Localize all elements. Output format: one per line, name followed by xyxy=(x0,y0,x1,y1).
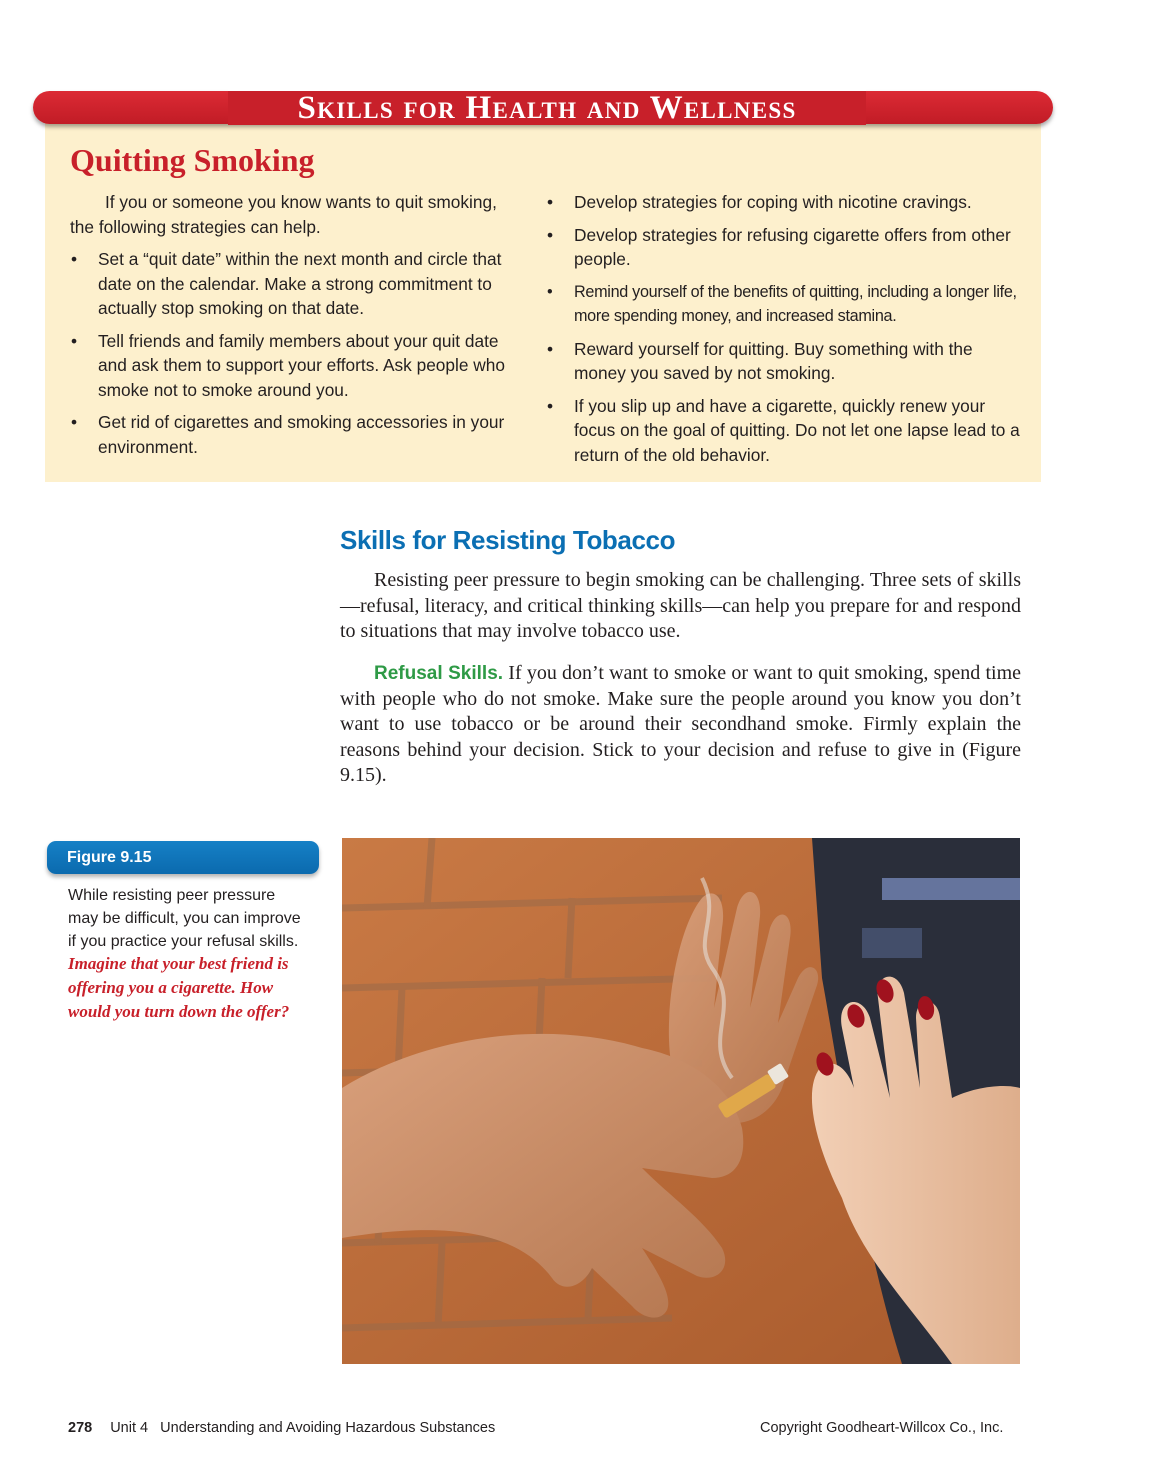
bullet-icon: • xyxy=(547,192,554,212)
list-item: • Get rid of cigarettes and smoking accessories in your environment. xyxy=(71,412,505,457)
caption-text: While resisting peer pressure may be difficult, you can improve if you practice your refusal skills. xyxy=(68,887,301,950)
list-item: • Develop strategies for coping with nicotine cravings. xyxy=(546,190,1026,215)
box-heading: Quitting Smoking xyxy=(70,142,315,178)
bullet-icon: • xyxy=(71,412,78,432)
page-number: 278 xyxy=(68,1420,93,1436)
bullet-icon: • xyxy=(547,395,554,416)
skills-banner-title: Skills for Health and Wellness xyxy=(228,89,866,125)
list-item: • Set a “quit date” within the next month and circle that date on the calendar. Make a strong commitment to actually stop smoking on that date. xyxy=(71,249,502,318)
list-item: • If you slip up and have a cigarette, quickly renew your focus on the goal of quitting. Do not let one lapse lead to a return of the old behavior. xyxy=(547,395,1020,465)
bullet-icon: • xyxy=(71,330,78,351)
list-item: • Remind yourself of the benefits of quitting, including a longer life, more spending money, and increased stamina. xyxy=(546,280,1026,329)
body-paragraph: Resisting peer pressure to begin smoking can be challenging. Three sets of skills—refusal, literacy, and critical thinking skills—can help you prepare for and respond to situations that may involve tobacco use. xyxy=(340,569,1021,642)
list-item: • Reward yourself for quitting. Buy something with the money you saved by not smoking. xyxy=(547,338,973,383)
bullet-icon: • xyxy=(547,282,553,301)
figure-label: Figure 9.15 xyxy=(67,849,152,866)
refusing-cigarette-photo xyxy=(342,838,1020,1364)
figure-tab xyxy=(47,841,319,874)
box-right-column xyxy=(546,190,1026,475)
run-in-heading: Refusal Skills. xyxy=(374,663,504,684)
right-bullet-list xyxy=(546,190,1026,467)
list-item: • Tell friends and family members about your quit date and ask them to support your efforts. Ask people who smoke not to smoke around you. xyxy=(71,330,505,400)
copyright-notice: Copyright Goodheart-Willcox Co., Inc. xyxy=(760,1420,1004,1436)
box-intro: If you or someone you know wants to quit smoking, the following strategies can help. xyxy=(70,192,497,237)
left-bullet-list xyxy=(70,247,522,459)
list-item: • Develop strategies for refusing cigarette offers from other people. xyxy=(547,224,1011,269)
unit-title: Unit 4 Understanding and Avoiding Hazardous Substances xyxy=(110,1420,496,1436)
caption-question: Imagine that your best friend is offering you a cigarette. How would you turn down the offer? xyxy=(68,954,290,1021)
paragraph-text: If you don’t want to smoke or want to quit smoking, spend time with people who do not smoke. Make sure the people around you know you don’t want to use tobacco or be around their secondhand smoke. Firmly explain the reasons behind your decision. Stick to your decision and refuse to give in (Figure 9.15). xyxy=(340,662,1021,786)
page-footer-left xyxy=(68,1418,495,1438)
section-heading: Skills for Resisting Tobacco xyxy=(340,525,676,555)
bullet-icon: • xyxy=(547,338,554,359)
figure-caption xyxy=(68,885,306,1025)
figure-photo xyxy=(342,838,1020,1364)
bullet-icon: • xyxy=(71,249,78,269)
box-left-column xyxy=(70,190,522,467)
bullet-icon: • xyxy=(547,224,554,245)
body-paragraph-refusal xyxy=(340,661,1021,789)
